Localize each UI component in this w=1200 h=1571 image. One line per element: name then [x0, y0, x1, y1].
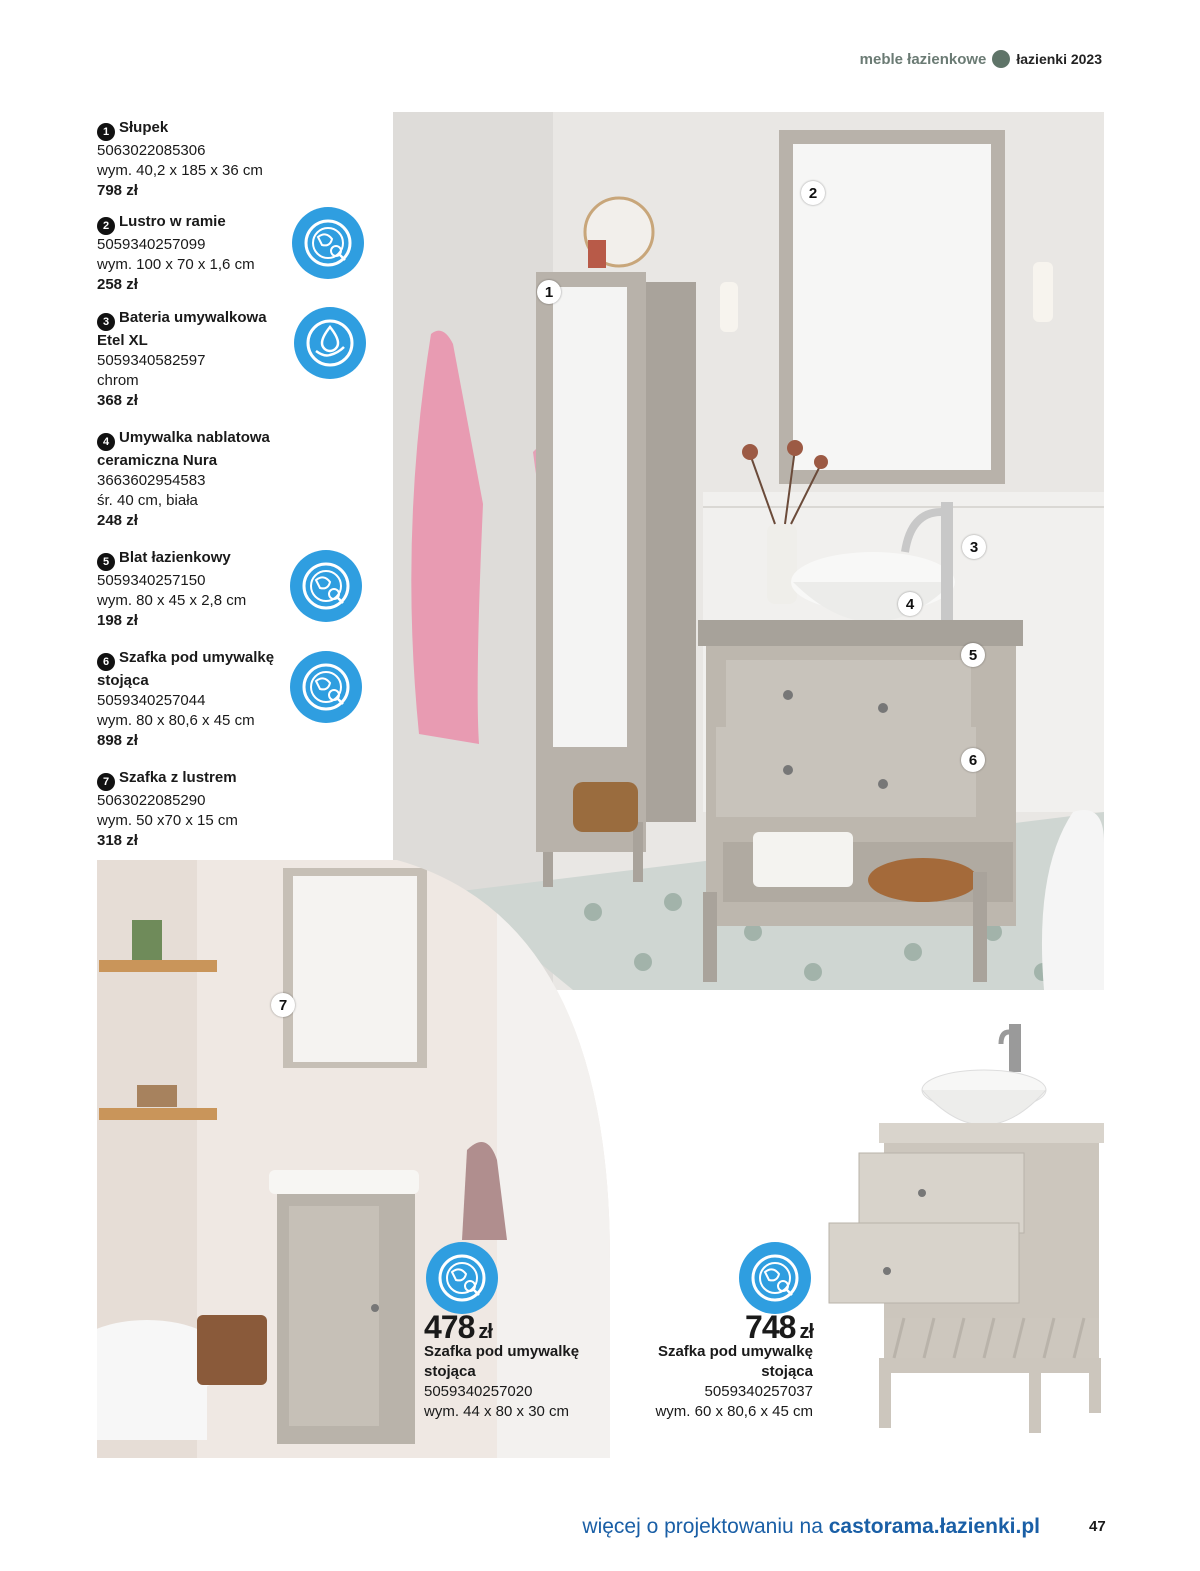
- product-spec: chrom: [97, 372, 139, 389]
- product-code: 5059340582597: [97, 352, 206, 369]
- product-spec: śr. 40 cm, biała: [97, 492, 198, 509]
- product-name-line1: Szafka pod umywalkę: [119, 649, 275, 666]
- page-header: [860, 50, 1102, 68]
- offer-currency: zł: [478, 1321, 492, 1343]
- offer-price: [424, 1309, 579, 1345]
- offer-name-line1: Szafka pod umywalkę: [424, 1343, 580, 1360]
- offer-price-value: 478: [424, 1309, 475, 1345]
- footer-text: więcej o projektowaniu na: [582, 1515, 823, 1538]
- water-drop-hand-icon: [294, 307, 366, 379]
- marker-4: 4: [898, 592, 922, 616]
- product-number-badge: 6: [97, 653, 115, 671]
- marker-1: 1: [537, 280, 561, 304]
- product-1: [97, 118, 297, 201]
- offer-name-line2: stojąca: [761, 1363, 813, 1380]
- product-spec: wym. 100 x 70 x 1,6 cm: [97, 256, 255, 273]
- marker-3: 3: [962, 535, 986, 559]
- product-price: 318 zł: [97, 832, 138, 849]
- product-name-line1: Bateria umywalkowa: [119, 309, 267, 326]
- marker-7: 7: [271, 993, 295, 1017]
- bathroom-photo-main: [393, 112, 1104, 990]
- globe-leaf-icon: [426, 1242, 498, 1314]
- marker-6: 6: [961, 748, 985, 772]
- product-price: 198 zł: [97, 612, 138, 629]
- product-code: 5059340257150: [97, 572, 206, 589]
- globe-leaf-icon: [739, 1242, 811, 1314]
- offer-price-value: 748: [745, 1309, 796, 1345]
- product-4: [97, 428, 297, 531]
- product-price: 368 zł: [97, 392, 138, 409]
- product-5: [97, 548, 297, 631]
- offer-name-line2: stojąca: [424, 1363, 476, 1380]
- product-2: [97, 212, 297, 295]
- product-price: 248 zł: [97, 512, 138, 529]
- vanity-product-image: [824, 1018, 1106, 1436]
- product-spec: wym. 40,2 x 185 x 36 cm: [97, 162, 263, 179]
- globe-leaf-icon: [290, 651, 362, 723]
- product-code: 3663602954583: [97, 472, 206, 489]
- product-number-badge: 5: [97, 553, 115, 571]
- product-number-badge: 2: [97, 217, 115, 235]
- product-name: Lustro w ramie: [119, 213, 226, 230]
- product-number-badge: 3: [97, 313, 115, 331]
- globe-leaf-icon: [292, 207, 364, 279]
- product-code: 5063022085290: [97, 792, 206, 809]
- product-price: 258 zł: [97, 276, 138, 293]
- marker-2: 2: [801, 181, 825, 205]
- product-3: [97, 308, 297, 411]
- product-code: 5059340257044: [97, 692, 206, 709]
- footer-link[interactable]: castorama.łazienki.pl: [828, 1515, 1040, 1538]
- offer-spec: wym. 44 x 80 x 30 cm: [424, 1403, 570, 1420]
- product-name: Szafka z lustrem: [119, 769, 237, 786]
- offer-code: 5059340257037: [704, 1383, 813, 1400]
- page-number: 47: [1089, 1518, 1106, 1535]
- product-name: Słupek: [119, 119, 169, 136]
- globe-leaf-icon: [290, 550, 362, 622]
- product-7: [97, 768, 297, 851]
- product-spec: wym. 50 x70 x 15 cm: [97, 812, 238, 829]
- offer-currency: zł: [799, 1321, 813, 1343]
- product-price: 798 zł: [97, 182, 138, 199]
- category-label: meble łazienkowe: [859, 50, 987, 68]
- product-name-line2: stojąca: [97, 672, 149, 689]
- offer-price: [613, 1309, 813, 1345]
- product-spec: wym. 80 x 45 x 2,8 cm: [97, 592, 247, 609]
- product-name-line2: ceramiczna Nura: [97, 452, 218, 469]
- product-name-line2: Etel XL: [97, 332, 148, 349]
- marker-5: 5: [961, 643, 985, 667]
- product-number-badge: 7: [97, 773, 115, 791]
- collection-label: łazienki 2023: [1016, 51, 1102, 67]
- product-name: Blat łazienkowy: [119, 549, 231, 566]
- product-number-badge: 4: [97, 433, 115, 451]
- product-6: [97, 648, 297, 751]
- offer-1: [424, 1309, 580, 1422]
- offer-name-line1: Szafka pod umywalkę: [657, 1343, 813, 1360]
- product-code: 5059340257099: [97, 236, 206, 253]
- footer-cta: [582, 1515, 1040, 1539]
- category-dot: [992, 50, 1010, 68]
- product-number-badge: 1: [97, 123, 115, 141]
- offer-spec: wym. 60 x 80,6 x 45 cm: [655, 1403, 813, 1420]
- product-code: 5063022085306: [97, 142, 206, 159]
- product-spec: wym. 80 x 80,6 x 45 cm: [97, 712, 255, 729]
- product-name-line1: Umywalka nablatowa: [119, 429, 270, 446]
- offer-code: 5059340257020: [424, 1383, 533, 1400]
- product-price: 898 zł: [97, 732, 138, 749]
- offer-2: [613, 1309, 813, 1422]
